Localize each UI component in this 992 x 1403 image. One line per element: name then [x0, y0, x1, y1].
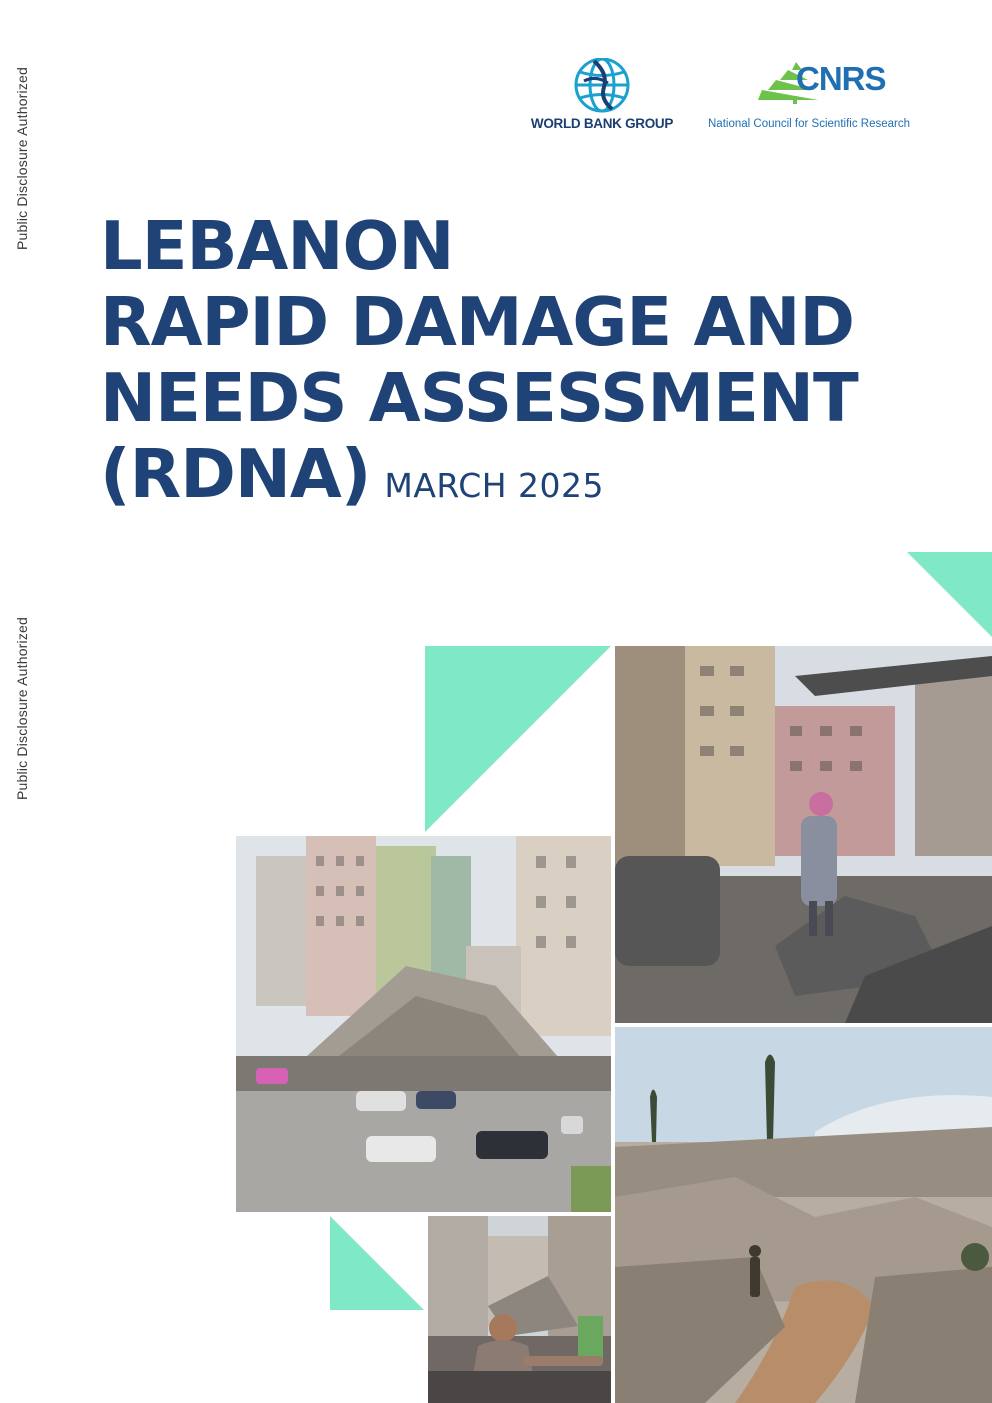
destroyed-village-photo [615, 1027, 992, 1403]
world-bank-name: WORLD BANK GROUP [530, 116, 674, 131]
accent-triangle-top-right [907, 552, 992, 637]
woman-walking-rubble-photo [615, 646, 992, 1023]
man-on-balcony-photo [428, 1216, 611, 1403]
cnrs-acronym: CNRS [796, 60, 886, 97]
cnrs-subtitle: National Council for Scientific Research [708, 118, 910, 130]
report-title [100, 208, 858, 524]
public-disclosure-label-top: Public Disclosure Authorized [14, 66, 30, 250]
title-line-4: (RDNA) [100, 435, 371, 513]
collapsed-building-street-photo [236, 836, 611, 1212]
cnrs-logo [706, 58, 932, 134]
title-line-3: NEEDS ASSESSMENT [100, 359, 858, 437]
world-bank-logo [524, 58, 680, 134]
title-line-2: RAPID DAMAGE AND [100, 283, 855, 361]
report-date: MARCH 2025 [384, 466, 605, 505]
accent-triangle-middle [425, 646, 611, 832]
title-line-1: LEBANON [100, 207, 454, 285]
accent-triangle-bottom-left [330, 1216, 424, 1310]
public-disclosure-label-bottom: Public Disclosure Authorized [14, 616, 30, 800]
globe-icon [524, 58, 680, 114]
